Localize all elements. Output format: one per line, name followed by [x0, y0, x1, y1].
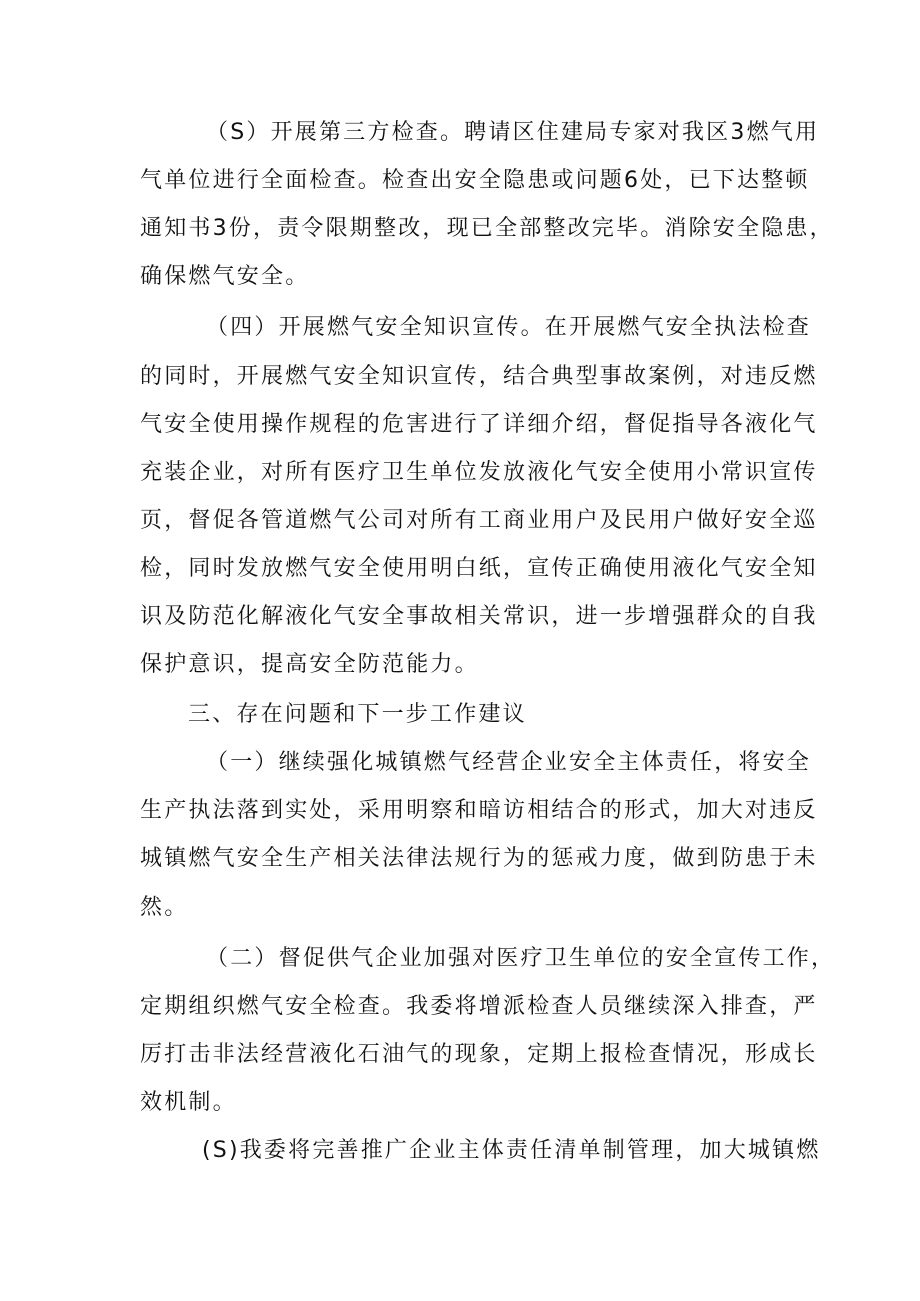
text-line: 厉打击非法经营液化石油气的现象，定期上报检查情况，形成长 [140, 1042, 818, 1067]
text-line: (S)我委将完善推广企业主体责任清单制管理，加大城镇燃 [202, 1138, 821, 1163]
text-line: 充装企业，对所有医疗卫生单位发放液化气安全使用小常识宣传 [140, 460, 818, 485]
text-line: 气安全使用操作规程的危害进行了详细介绍，督促指导各液化气 [140, 412, 818, 437]
text-line: 确保燃气安全。 [140, 264, 310, 289]
text-line: 生产执法落到实处，采用明察和暗访相结合的形式，加大对违反 [140, 798, 818, 823]
text-line: 识及防范化解液化气安全事故相关常识，进一步增强群众的自我 [140, 604, 818, 629]
text-line: （四）开展燃气安全知识宣传。在开展燃气安全执法检查 [206, 315, 812, 340]
text-line: 的同时，开展燃气安全知识宣传，结合典型事故案例，对违反燃 [140, 364, 818, 389]
text-line: 页，督促各管道燃气公司对所有工商业用户及民用户做好安全巡 [140, 508, 818, 533]
text-line: 效机制。 [140, 1090, 237, 1115]
text-line: 城镇燃气安全生产相关法律法规行为的惩戒力度，做到防患于未 [140, 846, 818, 871]
text-line: 气单位进行全面检查。检查出安全隐患或问题6处，已下达整顿 [140, 168, 810, 193]
text-line: 检，同时发放燃气安全使用明白纸，宣传正确使用液化气安全知 [140, 556, 818, 581]
text-line: 保护意识，提高安全防范能力。 [140, 652, 479, 677]
section-heading: 三、存在问题和下一步工作建议 [188, 702, 527, 727]
text-line: （S）开展第三方检查。聘请区住建局专家对我区3燃气用 [206, 120, 820, 145]
text-line: （一）继续强化城镇燃气经营企业安全主体责任，将安全 [206, 750, 812, 775]
text-line: （二）督促供气企业加强对医疗卫生单位的安全宣传工作， [206, 946, 836, 971]
text-line: 通知书3份，责令限期整改，现已全部整改完毕。消除安全隐患， [140, 216, 834, 241]
text-line: 然。 [140, 895, 189, 920]
text-line: 定期组织燃气安全检查。我委将增派检查人员继续深入排查，严 [140, 994, 818, 1019]
